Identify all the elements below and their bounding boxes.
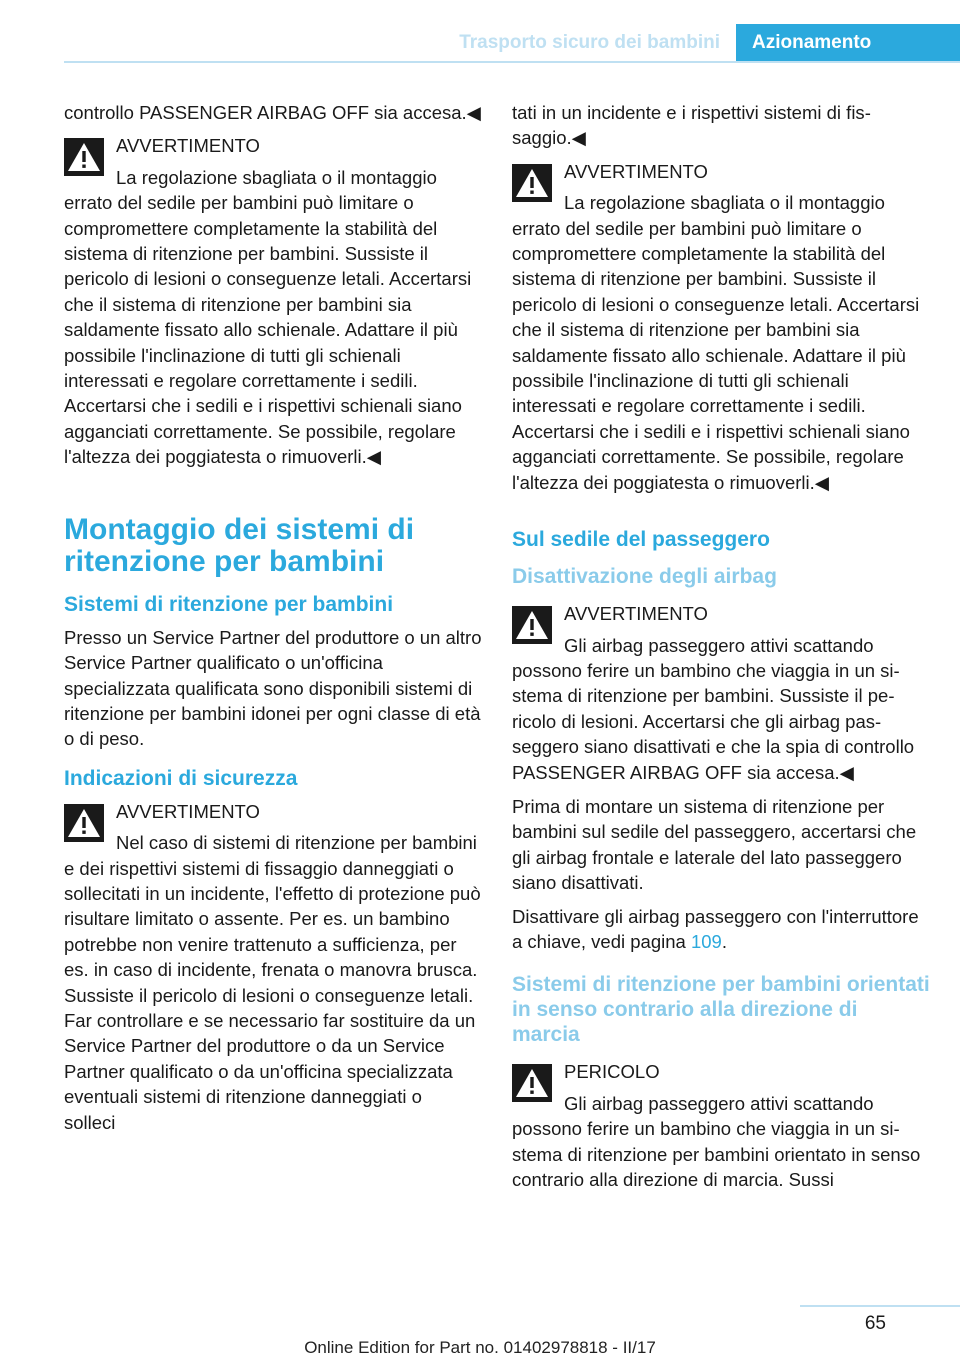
danger-text: Gli airbag passeggero attivi scattando possono ferire un bambino che viaggia in un sistema di ritenzione per bambini orientato in senso contrario alla direzione di marcia. Sussi	[512, 1092, 921, 1190]
subsection-heading: Indicazioni di sicurezza	[64, 766, 298, 790]
warning-icon	[512, 164, 552, 202]
warning-text: Gli airbag passeggero attivi scattando possono ferire un bambino che viaggia in un sistema di ritenzione per bambini. Sussiste il pericolo di lesioni. Accertarsi che gli airbag passeggero siano disattivati e che la spia di controllo PASSENGER AIRBAG OFF sia accesa.◀	[512, 634, 915, 783]
warning-block	[512, 159, 930, 495]
warning-title: AVVERTIMENTO	[564, 603, 708, 625]
page-header	[0, 24, 960, 62]
warning-text: La regolazione sbagliata o il montaggio errato del sedile per bambini può limitare o compromettere completamente la stabilità del sistema di ritenzione per bambini. Sussiste il pericolo di lesioni o conseguenze letali. Accertarsi che il sistema di ritenzione per bambini sia saldamente fissato allo schienale. Adattare il più possibile l'inclinazione di tutti gli schienali interessati e regolare correttamente i sedili. Accertarsi che i sedili e i rispettivi schienali siano agganciati correttamente. Se possibile, regolare l'altezza dei poggiatesta o rimuoverli.◀	[512, 192, 920, 493]
warning-icon	[512, 1064, 552, 1102]
subsection-heading: Sistemi di ritenzione per bambini	[64, 592, 394, 616]
paragraph: tati in un incidente e i rispettivi sistemi di fissaggio.◀	[512, 102, 871, 149]
warning-icon	[64, 138, 104, 176]
page-number: 65	[864, 1313, 886, 1334]
warning-block	[512, 601, 930, 785]
paragraph	[512, 904, 930, 955]
paragraph-text: Disattivare gli airbag passeggero con l'interruttore a chiave, vedi pagina	[512, 905, 919, 952]
warning-title: AVVERTIMENTO	[564, 160, 708, 182]
warning-block	[64, 133, 482, 469]
section-heading: Montaggio dei sistemi di ritenzione per bambini	[64, 512, 415, 578]
header-rule	[64, 61, 960, 63]
left-column	[64, 100, 482, 1144]
subsection-heading: Sul sedile del passeggero	[512, 528, 770, 552]
page-reference-link[interactable]: 109	[690, 930, 722, 952]
header-chapter-tab: Azionamento	[736, 24, 960, 62]
edition-footer: Online Edition for Part no. 01402978818 - II/17	[304, 1338, 656, 1357]
warning-text: La regolazione sbagliata o il montaggio errato del sedile per bambini può limitare o compromettere completamente la stabilità del sistema di ritenzione per bambini. Sussiste il pericolo di lesioni o conseguenze letali. Accertarsi che il sistema di ritenzione per bambini sia saldamente fissato allo schienale. Adattare il più possibile l'inclinazione di tutti gli schienali interessati e regolare correttamente i sedili. Accertarsi che i sedili e i rispettivi schienali siano agganciati correttamente. Se possibile, regolare l'altezza dei poggiatesta o rimuoverli.◀	[64, 166, 472, 468]
paragraph-text: .	[721, 930, 727, 952]
warning-text: Nel caso di sistemi di ritenzione per bambini e dei rispettivi sistemi di fissaggio danneggiati o sollecitati in un incidente, l'effetto di protezione può risultare limitato o assente. Per es. un bambino potrebbe non venire trattenuto a sufficienza, per es. in caso di incidente, frenata o manovra brusca. Sussiste il pericolo di lesioni o conseguenze letali. Far controllare e se necessario far sostituire da un Service Partner del produttore o da un Service Partner qualificato o da un'officina specializzata eventuali sistemi di ritenzione danneggiati o solleci	[64, 832, 481, 1133]
danger-title: PERICOLO	[564, 1061, 660, 1083]
subsubsection-heading: Disattivazione degli airbag	[512, 565, 777, 589]
warning-block	[64, 799, 482, 1135]
footer-rule	[800, 1305, 960, 1307]
danger-block	[512, 1059, 930, 1192]
paragraph: controllo PASSENGER AIRBAG OFF sia accesa.◀	[64, 102, 481, 123]
paragraph: Presso un Service Partner del produttore o un altro Service Partner qualificato o un'officina specializzata qualificata sono disponibili sistemi di ritenzione per bambini idonei per ogni classe di età o di peso.	[64, 626, 482, 750]
paragraph: Prima di montare un sistema di ritenzione per bambini sul sedile del passeggero, accertarsi che gli airbag frontale e laterale del lato passeggero siano disattivati.	[512, 795, 917, 894]
warning-title: AVVERTIMENTO	[116, 800, 260, 822]
header-section-title: Trasporto sicuro dei bambini	[459, 32, 720, 53]
warning-icon	[64, 804, 104, 842]
right-column	[512, 100, 930, 1201]
warning-title: AVVERTIMENTO	[116, 135, 260, 157]
subsubsection-heading: Sistemi di ritenzione per bambini orientati in senso contrario alla direzione di marcia	[512, 973, 930, 1047]
warning-icon	[512, 606, 552, 644]
